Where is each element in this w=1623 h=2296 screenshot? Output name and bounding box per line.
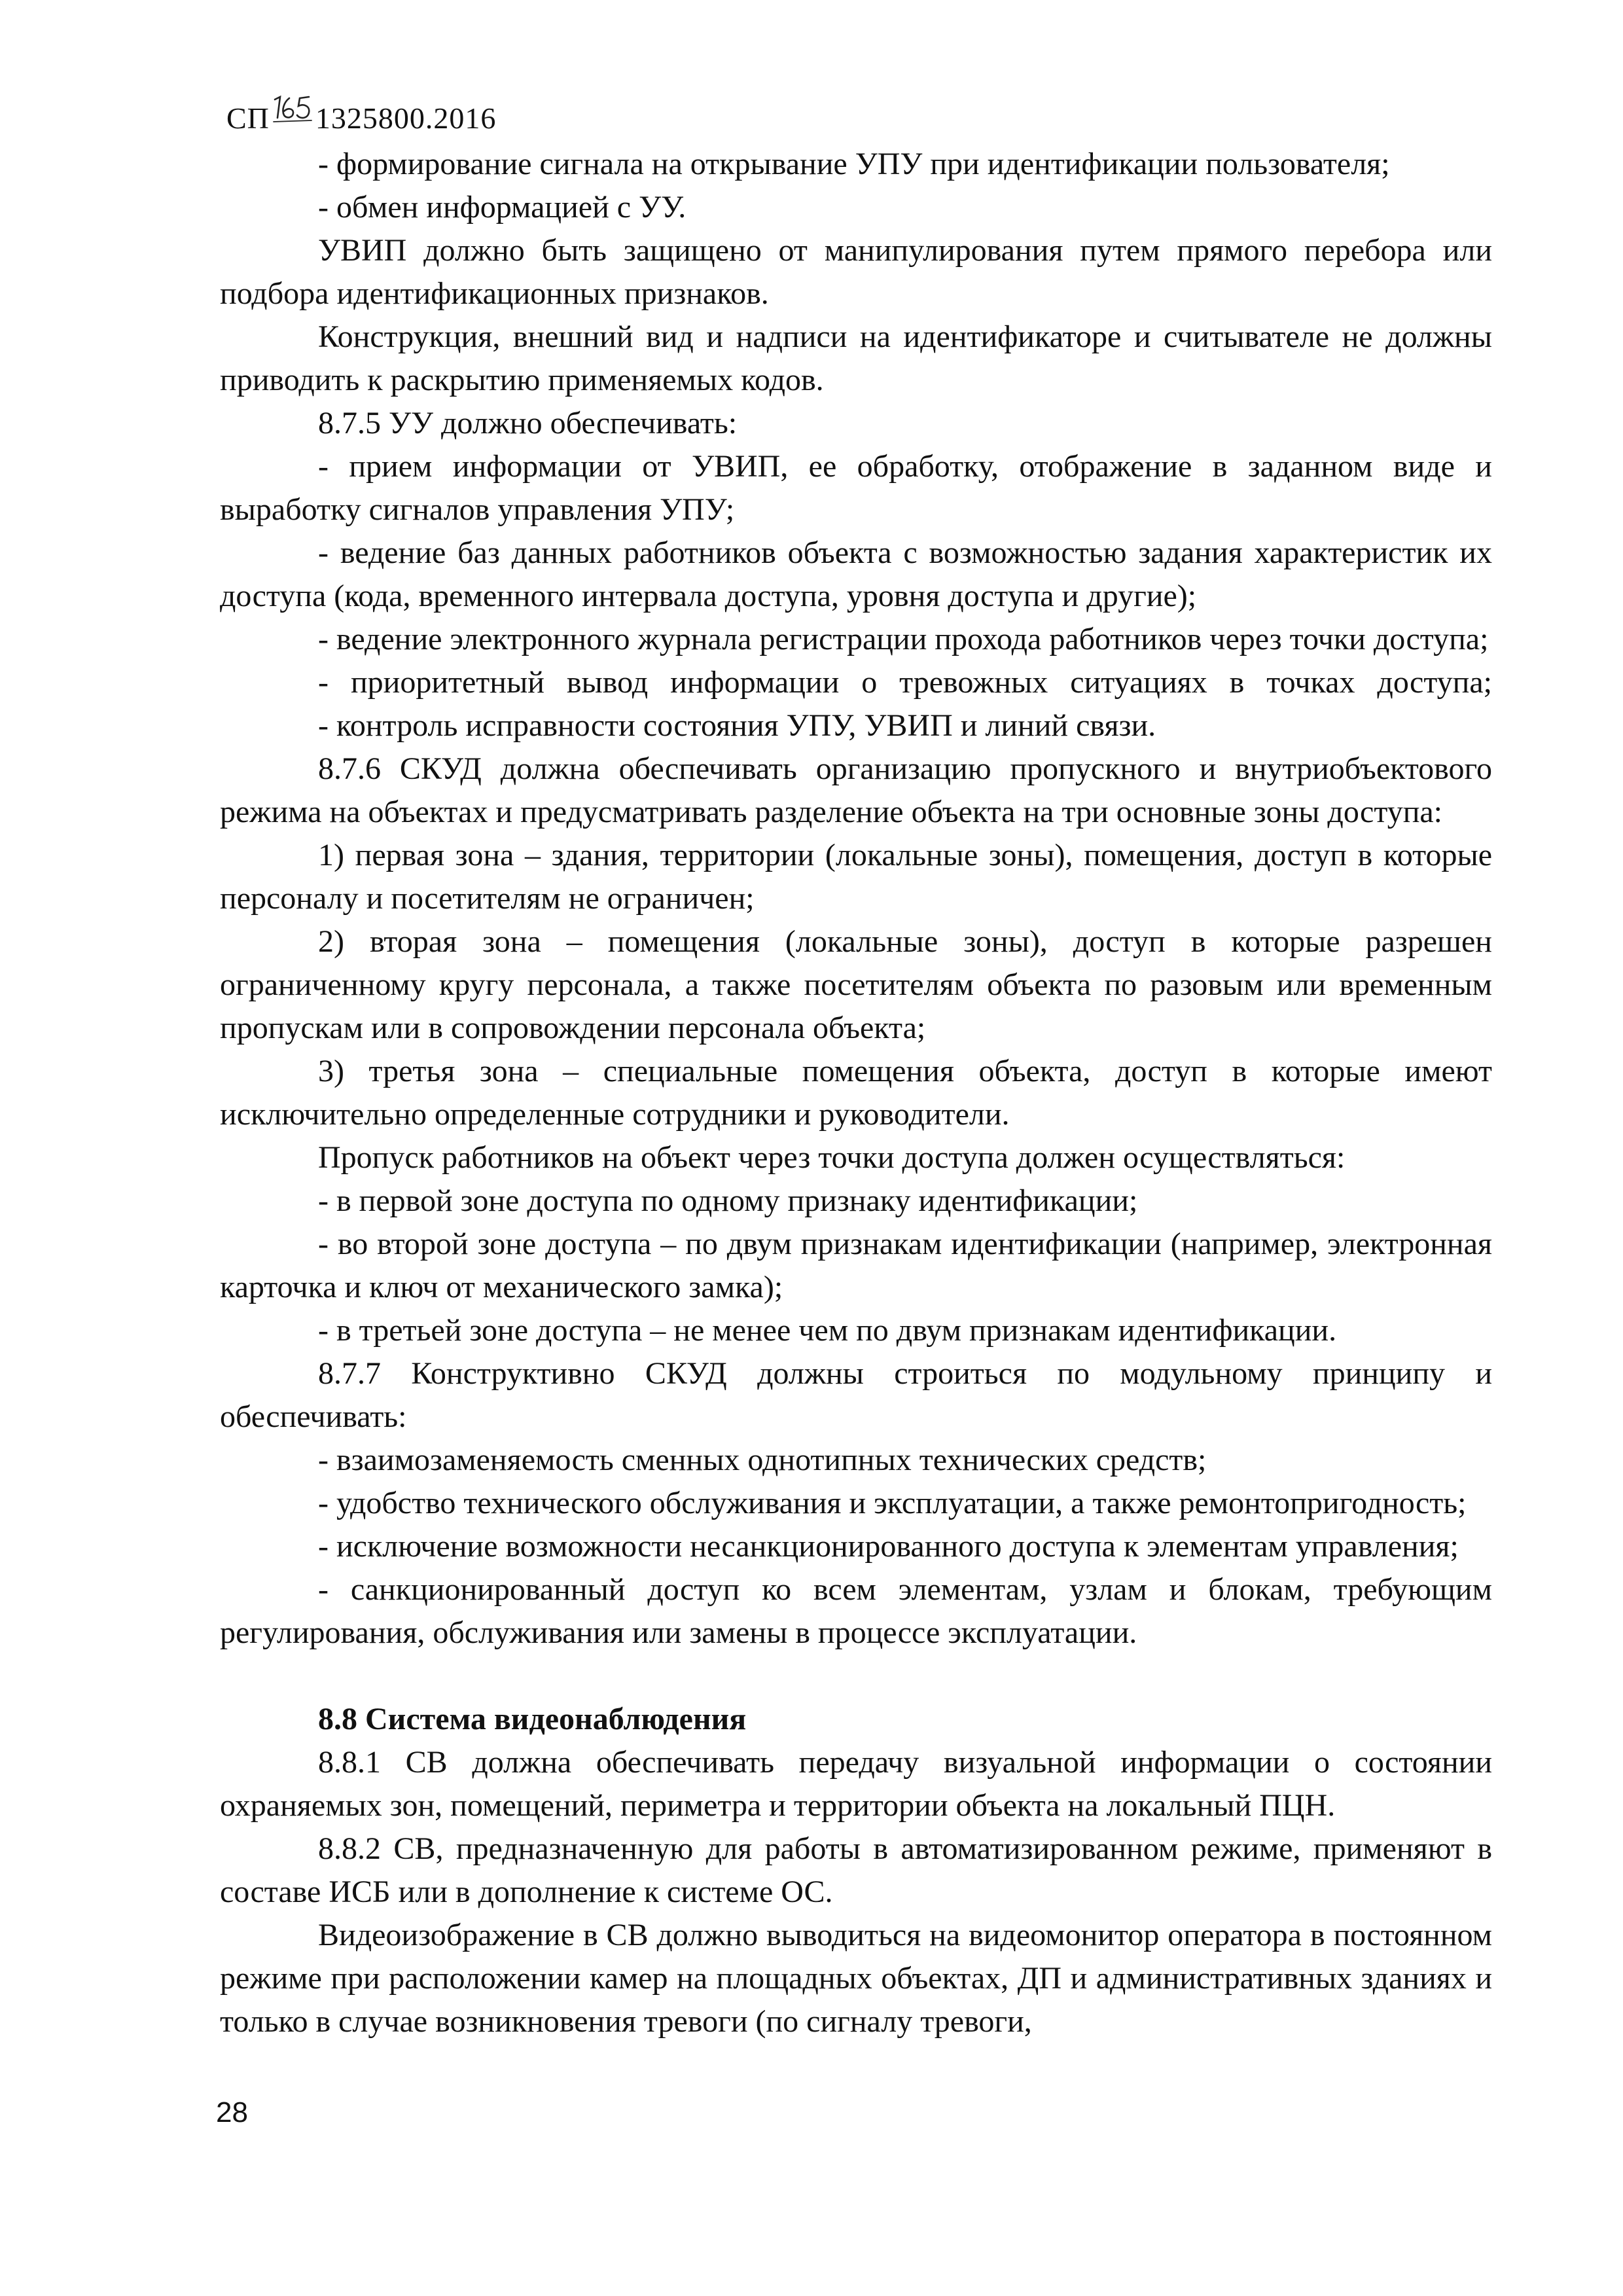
standard-prefix: СП <box>226 101 270 135</box>
handwritten-number <box>271 92 314 128</box>
clause-8-8-1: 8.8.1 СВ должна обеспечивать передачу визуальной информации о состоянии охраняемых зон, помещений, периметра и территории объекта на локальный ПЦН. <box>220 1745 1492 1823</box>
page-number: 28 <box>216 2096 248 2128</box>
paragraph: - в первой зоне доступа по одному признаку идентификации; <box>318 1183 1138 1218</box>
paragraph: 3) третья зона – специальные помещения объекта, доступ в которые имеют исключительно определенные сотрудники и руководители. <box>220 1054 1492 1132</box>
paragraph: - формирование сигнала на открывание УПУ при идентификации пользователя; <box>318 147 1390 181</box>
paragraph: - приоритетный вывод информации о тревожных ситуациях в точках доступа; <box>318 665 1492 700</box>
clause-8-7-5: 8.7.5 УУ должно обеспечивать: <box>318 406 738 440</box>
clause-8-7-6: 8.7.6 СКУД должна обеспечивать организацию пропускного и внутриобъектового режима на объектах и предусматривать разделение объекта на три основные зоны доступа: <box>220 751 1492 829</box>
paragraph: - обмен информацией с УУ. <box>318 190 687 224</box>
paragraph: - взаимозаменяемость сменных однотипных технических средств; <box>318 1443 1207 1477</box>
paragraph: - во второй зоне доступа – по двум признакам идентификации (например, электронная карточка и ключ от механического замка); <box>220 1227 1492 1304</box>
paragraph: - в третьей зоне доступа – не менее чем по двум признакам идентификации. <box>318 1313 1337 1348</box>
document-header <box>226 92 496 137</box>
document-body <box>220 143 1492 2043</box>
paragraph: 2) вторая зона – помещения (локальные зоны), доступ в которые разрешен ограниченному кругу персонала, а также посетителям объекта по разовым или временным пропускам или в сопровождении персонала объекта; <box>220 924 1492 1045</box>
paragraph: - удобство технического обслуживания и эксплуатации, а также ремонтопригодность; <box>318 1486 1467 1520</box>
clause-8-8-2: 8.8.2 СВ, предназначенную для работы в автоматизированном режиме, применяют в составе ИСБ или в дополнение к системе ОС. <box>220 1831 1492 1909</box>
paragraph: - прием информации от УВИП, ее обработку, отображение в заданном виде и выработку сигналов управления УПУ; <box>220 449 1492 527</box>
standard-code: 1325800.2016 <box>315 101 497 135</box>
paragraph: - санкционированный доступ ко всем элементам, узлам и блокам, требующим регулирования, обслуживания или замены в процессе эксплуатации. <box>220 1572 1492 1650</box>
paragraph: УВИП должно быть защищено от манипулирования путем прямого перебора или подбора идентификационных признаков. <box>220 233 1492 311</box>
paragraph: Конструкция, внешний вид и надписи на идентификаторе и считывателе не должны приводить к раскрытию применяемых кодов. <box>220 319 1492 397</box>
handwritten-number-mark <box>271 93 314 126</box>
paragraph: - ведение баз данных работников объекта с возможностью задания характеристик их доступа (кода, временного интервала доступа, уровня доступа и другие); <box>220 535 1492 613</box>
section-heading: 8.8 Система видеонаблюдения <box>318 1702 747 1736</box>
paragraph: Пропуск работников на объект через точки доступа должен осуществляться: <box>318 1140 1346 1175</box>
paragraph: - контроль исправности состояния УПУ, УВИП и линий связи. <box>318 708 1156 743</box>
paragraph: 1) первая зона – здания, территории (локальные зоны), помещения, доступ в которые персоналу и посетителям не ограничен; <box>220 838 1492 916</box>
paragraph: - ведение электронного журнала регистрации прохода работников через точки доступа; <box>318 622 1489 656</box>
paragraph: - исключение возможности несанкционированного доступа к элементам управления; <box>318 1529 1459 1564</box>
clause-8-7-7: 8.7.7 Конструктивно СКУД должны строиться по модульному принципу и обеспечивать: <box>220 1356 1492 1434</box>
paragraph: Видеоизображение в СВ должно выводиться на видеомонитор оператора в постоянном режиме при расположении камер на площадных объектах, ДП и административных зданиях и только в случае возникновения тревоги (по сигналу тревоги, <box>220 1918 1492 2039</box>
